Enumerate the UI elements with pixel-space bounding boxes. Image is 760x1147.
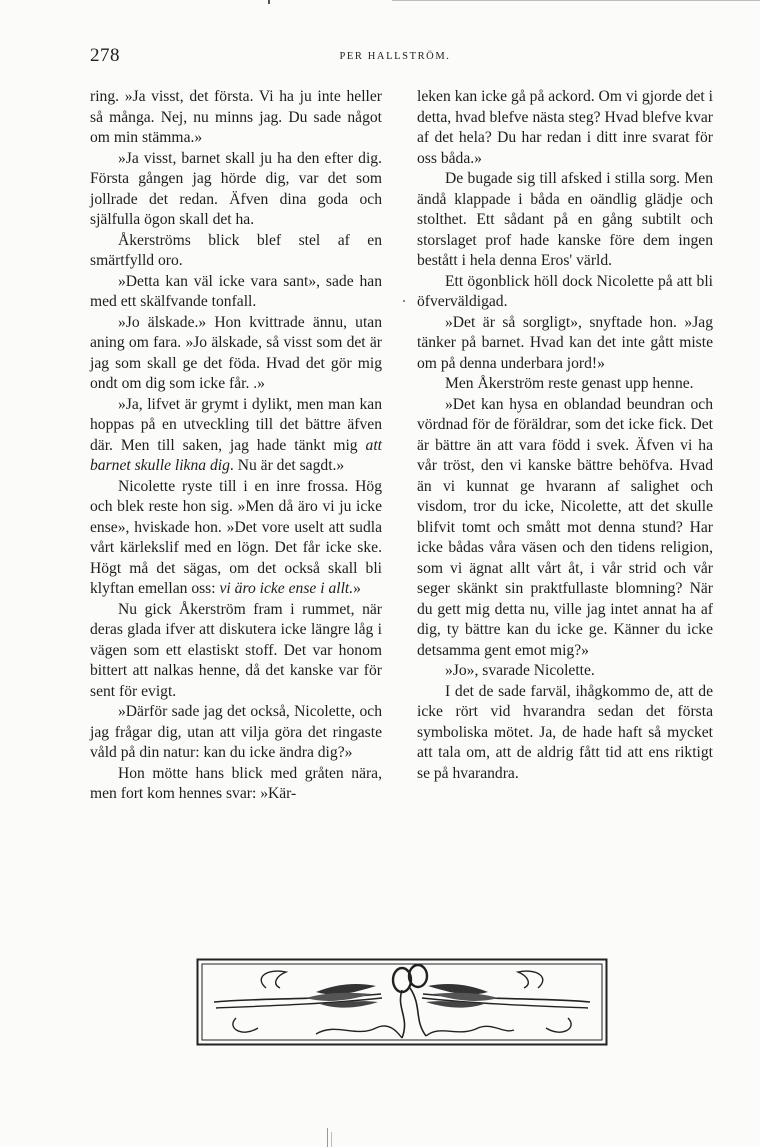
paragraph — [417, 682, 713, 785]
print-speck — [403, 300, 405, 302]
paragraph — [90, 395, 382, 477]
text-run: »Detta kan väl icke vara sant», sade han med ett skälfvande tonfall. — [90, 272, 382, 310]
top-edge-rule — [392, 0, 760, 1]
page-number: 278 — [90, 45, 120, 66]
paragraph — [417, 169, 713, 272]
right-text-column — [417, 87, 713, 784]
gutter-mark — [331, 1132, 332, 1147]
text-run: Ett ögonblick höll dock Nicolette på att bli öfverväldigad. — [417, 272, 713, 310]
text-run: De bugade sig till afsked i stilla sorg. Men ändå klappade i båda en oändlig glädje och stolthet. Ett sådant på en gång subtilt och storslaget prof hade kanske före dem ingen bestått i hela denna Eros' värld. — [417, 170, 713, 269]
text-run: Nu gick Åkerström fram i rummet, när deras glada ifver att diskutera icke längre låg i vägen som ett elastiskt stoff. Det var honom bittert att nalkas henne, då det kanske var för sent för evigt. — [90, 600, 382, 700]
page-header — [90, 45, 700, 73]
paragraph — [417, 374, 713, 395]
text-run: Åkerströms blick blef stel af en smärtfylld oro. — [90, 231, 382, 269]
paragraph — [90, 272, 382, 313]
top-edge-tick — [268, 0, 270, 4]
text-run: leken kan icke gå på ackord. Om vi gjorde det i detta, hvad blefve nästa steg? Hvad blefve kvar af det hela? Du har redan i ditt inre svarat för oss båda.» — [417, 88, 713, 167]
text-run: Hon mötte hans blick med gråten nära, men fort kom hennes svar: »Kär- — [90, 764, 382, 802]
paragraph — [417, 395, 713, 662]
paragraph — [90, 764, 382, 805]
paragraph — [417, 313, 713, 375]
text-run: Nicolette ryste till i en inre frossa. Hög och blek reste hon sig. »Men då äro vi ju icke ense», hviskade hon. »Det vore uselt att sudla vårt kärlekslif med en lögn. Det får icke ske. Högt må det sägas, om det också skall bli klyftan emellan oss: — [90, 477, 382, 597]
text-run: Men Åkerström reste genast upp henne. — [445, 375, 694, 392]
text-run: I det de sade farväl, ihågkommo de, att de icke rört vid hvarandra sedan det första symboliska mötet. Ja, de hade haft så mycket att tala om, att de aldrig fått tid att ens riktigt se på hvarandra. — [417, 682, 713, 782]
text-run: »Ja visst, barnet skall ju ha den efter dig. Första gången jag hörde dig, var det som jollrade det redan. Äfven dina goda och själfulla ögon skall det ha. — [90, 149, 382, 228]
paragraph — [90, 149, 382, 231]
text-run: . Nu är det sagdt.» — [229, 457, 345, 474]
text-run: »Det kan hysa en oblandad beundran och vördnad för de föräldrar, som det icke fick. Det är bättre än att vara född i svek. Äfven vi ha vår tröst, den vi kanske bättre behöfva. Hvad än vi kunnat ge hvarann af salighet och visdom, tror du icke, Nicolette, att det skulle blifvit tomt och smått mot denna stund? Har icke bådas våra väsen och den tidens religion, som vi ägnat allt vårt åt, i vår strid och vår seger skänkt sin praktfullaste blomning? När du gett mig detta nu, ville jag intet annat ha af dig, ty bättre kan du icke ge. Känner du icke detsamma gent emot mig?» — [417, 395, 713, 659]
text-run: ring. »Ja visst, det första. Vi ha ju inte heller så många. Nej, nu minns jag. Du sade något om min stämma.» — [90, 88, 382, 146]
text-run: » — [353, 580, 361, 597]
text-run: »Det är så sorgligt», snyftade hon. »Jag tänker på barnet. Hvad kan det inte gått miste om på denna underbara jord!» — [417, 313, 713, 372]
text-run: »Jo», svarade Nicolette. — [445, 662, 595, 679]
text-run: »Jo älskade.» Hon kvittrade ännu, utan aning om fara. »Jo älskade, så visst som det är jag som skall ge det föda. Hvad det gör mig ondt om dig som icke får. .» — [90, 313, 382, 392]
gutter-mark — [327, 1128, 328, 1147]
paragraph — [90, 702, 382, 764]
running-head: PER HALLSTRÖM. — [339, 51, 451, 62]
left-text-column — [90, 87, 382, 805]
paragraph — [90, 313, 382, 395]
text-run: »Ja, lifvet är grymt i dylikt, men man kan hoppas på en utveckling till det bättre äfven där. Men till saken, jag hade tänkt mig — [90, 395, 382, 454]
paragraph — [90, 87, 382, 149]
italic-text: att barnet skulle likna dig — [90, 436, 382, 474]
wheat-sheaf-ribbon-vignette-icon — [196, 958, 608, 1046]
paragraph — [417, 661, 713, 682]
paragraph — [90, 477, 382, 600]
paragraph — [417, 272, 713, 313]
paragraph — [90, 600, 382, 703]
italic-text: vi äro icke ense i allt. — [219, 580, 354, 597]
paragraph — [417, 87, 713, 169]
text-run: »Därför sade jag det också, Nicolette, och jag frågar dig, utan att vilja göra det ringaste våld på din natur: kan du icke ändra dig?» — [90, 703, 382, 761]
paragraph — [90, 231, 382, 272]
